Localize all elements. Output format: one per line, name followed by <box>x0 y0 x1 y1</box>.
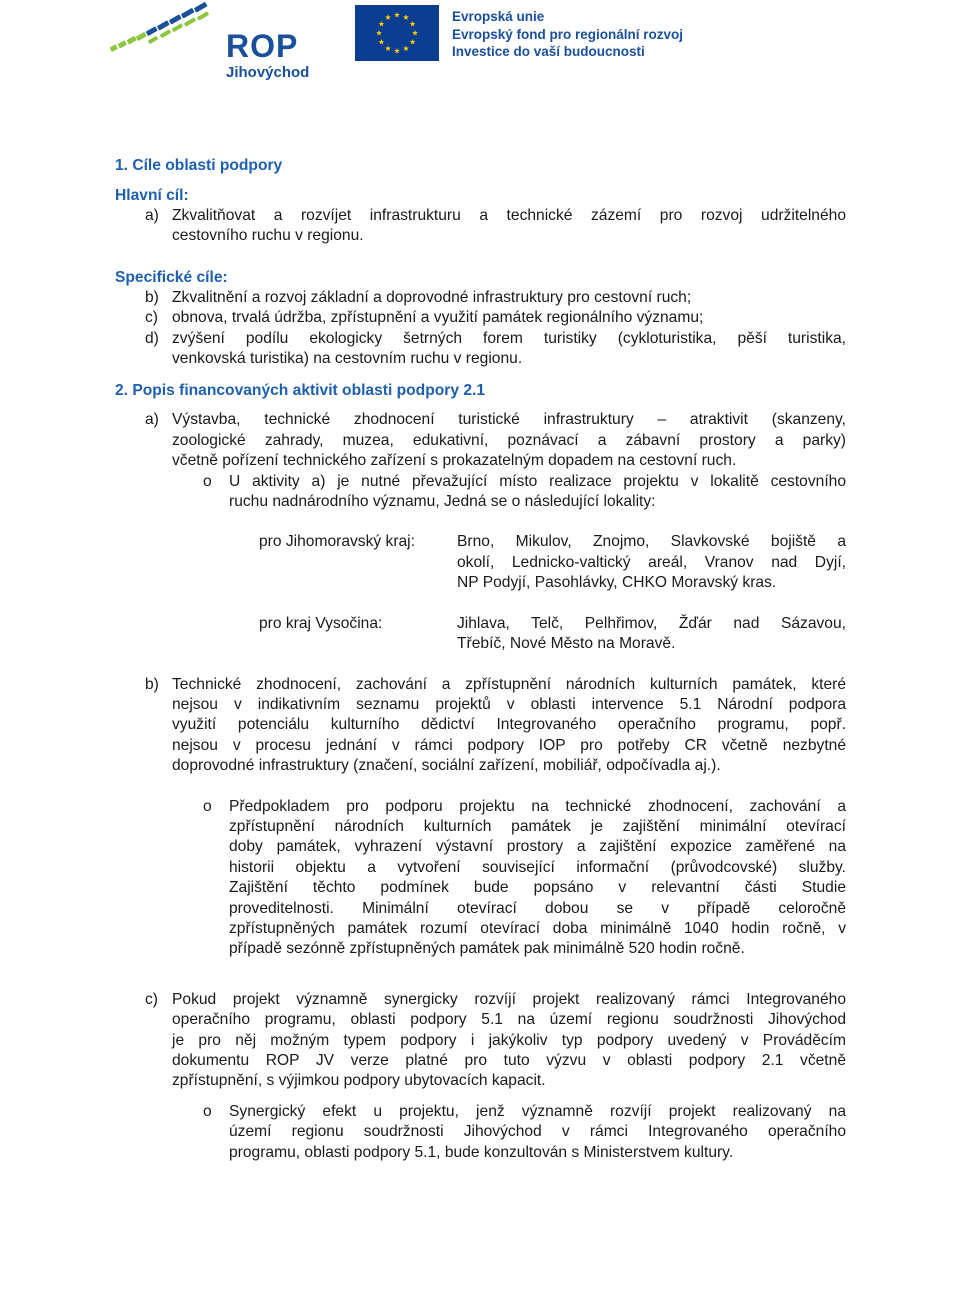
activity-b-line-5: doprovodné infrastruktury (značení, sociální zařízení, mobiliář, odpočívadla aj.). <box>172 757 721 775</box>
bullet-line: historii objektu a vytvoření související informační (průvodcovské) služby. <box>229 858 846 876</box>
rop-jihovychod-logo <box>108 2 318 84</box>
bullet-marker: o <box>203 1102 212 1120</box>
list-marker: b) <box>145 288 159 306</box>
spec-goal-d-line-1: zvýšení podílu ekologicky šetrných forem turistiky (cykloturistika, pěší turistika, <box>172 329 846 347</box>
activity-b <box>115 675 846 777</box>
activity-c <box>115 990 846 1092</box>
locality-line: Brno, Mikulov, Znojmo, Slavkovské bojiště a <box>457 533 846 551</box>
bullet-line: doby památek, vyhrazení výstavní prostory a zajištění expozice zaměřené na <box>229 838 846 856</box>
specific-goals-label: Specifické cíle: <box>115 268 228 286</box>
rop-logo-text: ROP <box>226 28 299 64</box>
bullet-line: případě sezónně zpřístupněných památek pak minimálně 520 hodin ročně. <box>229 940 745 958</box>
bullet-marker: o <box>203 472 212 490</box>
activity-c-line: dokumentu ROP JV verze platné pro tuto výzvu v oblasti podpory 2.1 včetně <box>172 1052 846 1069</box>
spec-goal-c <box>115 308 846 328</box>
bullet-line: Předpokladem pro podporu projektu na technické zhodnocení, zachování a <box>229 797 846 815</box>
activity-a-line-1: Výstavba, technické zhodnocení turistické infrastruktury – atraktivit (skanzeny, <box>172 411 846 429</box>
activity-b-line-1: Technické zhodnocení, zachování a zpřístupnění národních kulturních památek, které <box>172 675 846 693</box>
list-marker: a) <box>145 207 159 224</box>
activity-c-line: operačního programu, oblasti podpory 5.1 na území regionu soudržnosti Jihovýchod <box>172 1011 846 1029</box>
bullet-line: zpřístupněných památek rozumí otevírací doba minimálně 1040 hodin ročně, v <box>229 919 846 937</box>
eu-line-3: Investice do vaší budoucnosti <box>452 44 645 59</box>
spec-goal-b-text: Zkvalitnění a rozvoj základní a doprovodné infrastruktury pro cestovní ruch; <box>172 288 692 306</box>
main-goal-a <box>115 206 846 247</box>
activity-c-line: zpřístupnění, s výjimkou podpory ubytovacích kapacit. <box>172 1072 546 1090</box>
region-localities <box>457 532 846 593</box>
bullet-line: zpřístupnění národních kulturních památek je zajištění minimální otevírací <box>229 817 846 835</box>
document-body <box>115 156 846 1163</box>
spec-goal-d-line-2: venkovská turistika) na cestovním ruchu v regionu. <box>172 350 523 368</box>
bullet-marker: o <box>203 797 212 815</box>
region-label: pro kraj Vysočina: <box>259 614 383 632</box>
activity-b-line-4: nejsou v procesu jednání v rámci podpory IOP pro potřeby CR včetně nezbytné <box>172 736 846 754</box>
list-marker: c) <box>145 309 158 327</box>
main-goal-a-line-1: Zkvalitňovat a rozvíjet infrastrukturu a technické zázemí pro rozvoj udržitelného <box>172 207 846 224</box>
list-marker: c) <box>145 990 158 1008</box>
activity-b-line-3: využití potenciálu kulturního dědictví Integrovaného operačního programu, popř. <box>172 716 846 734</box>
activity-a-bullet <box>203 472 846 513</box>
region-vysocina <box>115 614 846 655</box>
region-localities <box>457 614 846 655</box>
rop-logo-region: Jihovýchod <box>226 64 310 81</box>
bullet-line: Zajištění těchto podmínek bude popsáno v relevantní části Studie <box>229 879 846 897</box>
eu-text-block <box>452 8 683 61</box>
list-marker: b) <box>145 675 159 693</box>
locality-line: NP Podyjí, Pasohlávky, CHKO Moravský kras. <box>457 574 777 592</box>
activity-a <box>115 410 846 471</box>
bullet-line: proveditelnosti. Minimální otevírací dobou se v případě celoročně <box>229 899 846 917</box>
activity-c-bullet <box>203 1102 846 1163</box>
locality-line: okolí, Lednicko-valtický areál, Vranov nad Dyjí, <box>457 553 846 571</box>
page-header <box>0 0 960 100</box>
activity-a-bullet-line-1: U aktivity a) je nutné převažující místo realizace projektu v lokalitě cestovního <box>229 472 846 490</box>
section-2-title: 2. Popis financovaných aktivit oblasti podpory 2.1 <box>115 382 486 400</box>
eu-line-1: Evropská unie <box>452 9 545 24</box>
region-label: pro Jihomoravský kraj: <box>259 533 415 551</box>
region-jihomoravsky <box>115 532 846 593</box>
rop-swoosh-icon <box>108 2 228 62</box>
bullet-line: Synergický efekt u projektu, jenž významně rozvíjí projekt realizovaný na <box>229 1102 846 1120</box>
main-goal-a-line-2: cestovního ruchu v regionu. <box>172 227 364 245</box>
activity-a-line-3: včetně pořízení technického zařízení s prokazatelným dopadem na cestovní ruch. <box>172 452 737 470</box>
locality-line: Jihlava, Telč, Pelhřimov, Žďár nad Sázavou, <box>457 614 846 632</box>
activity-a-bullet-line-2: ruchu nadnárodního významu, Jedná se o následující lokality: <box>229 493 656 511</box>
eu-line-2: Evropský fond pro regionální rozvoj <box>452 26 684 42</box>
eu-flag-icon <box>355 5 439 61</box>
bullet-line: programu, oblasti podpory 5.1, bude konzultován s Ministerstvem kultury. <box>229 1143 734 1161</box>
spec-goal-c-text: obnova, trvalá údržba, zpřístupnění a využití památek regionálního významu; <box>172 309 704 327</box>
locality-line: Třebíč, Nové Město na Moravě. <box>457 635 676 653</box>
activity-c-line: je pro něj možným typem podpory i jakýkoliv typ podpory uvedený v Prováděcím <box>172 1031 846 1049</box>
spec-goal-d <box>115 329 846 370</box>
list-marker: d) <box>145 329 159 347</box>
list-marker: a) <box>145 411 159 429</box>
main-goal-label: Hlavní cíl: <box>115 187 189 204</box>
bullet-line: území regionu soudržnosti Jihovýchod v rámci Integrovaného operačního <box>229 1123 846 1141</box>
spec-goal-b <box>115 288 846 308</box>
activity-b-line-2: nejsou v indikativním seznamu projektů v oblasti intervence 5.1 Národní podpora <box>172 695 846 713</box>
activity-b-bullet <box>203 797 846 960</box>
activity-c-line: Pokud projekt významně synergicky rozvíjí projekt realizovaný rámci Integrovaného <box>172 990 846 1008</box>
activity-a-line-2: zoologické zahrady, muzea, edukativní, poznávací a zábavní prostory a parky) <box>172 431 846 449</box>
section-1-title: 1. Cíle oblasti podpory <box>115 157 283 174</box>
